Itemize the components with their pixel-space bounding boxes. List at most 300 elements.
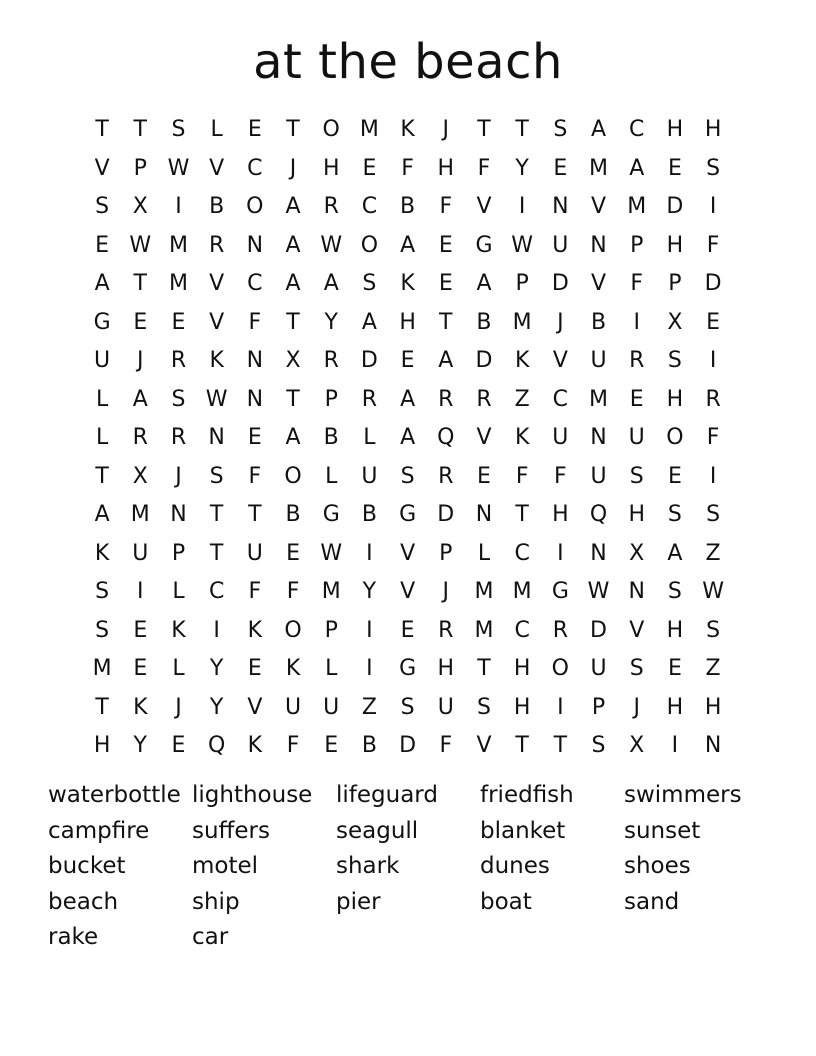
grid-cell: I <box>175 194 182 219</box>
grid-cell: Q <box>207 733 226 758</box>
grid-cell: J <box>442 579 450 604</box>
grid-cell: E <box>477 463 491 489</box>
grid-cell: S <box>400 694 415 720</box>
grid-cell: F <box>439 194 453 219</box>
grid-cell: E <box>706 309 721 335</box>
grid-cell: M <box>589 386 609 412</box>
grid-cell: Z <box>361 694 377 720</box>
grid-cell: J <box>557 309 564 335</box>
grid-cell: E <box>95 232 110 258</box>
grid-cell: D <box>590 617 607 643</box>
grid-cell: K <box>514 348 530 373</box>
word-list-item: car <box>192 924 229 950</box>
grid-cell: E <box>438 232 453 258</box>
word-list-item: swimmers <box>624 782 742 808</box>
grid-row <box>83 612 733 651</box>
grid-cell: R <box>438 617 454 643</box>
grid-cell: A <box>476 271 492 296</box>
grid-cell: R <box>629 348 645 373</box>
grid-cell: T <box>248 502 262 527</box>
grid-cell: N <box>552 194 569 219</box>
grid-cell: T <box>439 309 453 335</box>
grid-cell: S <box>667 348 682 373</box>
grid-cell: A <box>132 386 148 412</box>
grid-cell: N <box>590 425 607 450</box>
grid-cell: T <box>133 117 147 142</box>
grid-cell: K <box>400 117 415 142</box>
grid-cell: G <box>475 232 493 258</box>
grid-row <box>83 573 733 612</box>
word-list-item: boat <box>480 888 532 915</box>
grid-cell: O <box>322 117 340 142</box>
grid-cell: Q <box>437 425 455 450</box>
grid-cell: T <box>515 502 529 527</box>
grid-cell: X <box>667 309 683 335</box>
letter-grid <box>83 111 733 766</box>
grid-cell: K <box>171 617 186 643</box>
word-list-item: rake <box>48 924 99 950</box>
grid-cell: W <box>320 540 343 566</box>
grid-cell: Y <box>324 309 338 335</box>
grid-cell: S <box>171 117 186 142</box>
grid-cell: G <box>551 579 569 604</box>
word-list-item: seagull <box>336 817 419 844</box>
grid-cell: U <box>132 540 149 566</box>
grid-cell: J <box>442 117 450 142</box>
grid-cell: A <box>400 425 416 450</box>
word-list-item: sand <box>624 888 680 915</box>
grid-cell: S <box>362 271 377 296</box>
grid-cell: I <box>366 540 373 566</box>
grid-cell: P <box>668 271 682 296</box>
word-list-item: dunes <box>480 853 550 879</box>
grid-cell: U <box>361 463 378 489</box>
grid-cell: Q <box>589 502 608 527</box>
grid-cell: M <box>474 579 494 604</box>
grid-cell: C <box>208 579 225 604</box>
grid-row <box>83 227 733 266</box>
grid-row <box>83 419 733 458</box>
word-list-item: shark <box>336 853 400 879</box>
grid-cell: H <box>399 309 416 335</box>
grid-cell: M <box>512 309 532 335</box>
grid-cell: K <box>133 694 148 720</box>
word-list-item: pier <box>336 888 381 915</box>
grid-cell: E <box>400 617 415 643</box>
grid-cell: M <box>168 271 188 296</box>
grid-cell: I <box>137 579 144 604</box>
grid-cell: F <box>248 309 262 335</box>
grid-cell: A <box>323 271 339 296</box>
grid-cell: L <box>325 656 338 681</box>
grid-cell: R <box>705 386 721 412</box>
grid-cell: T <box>209 502 224 527</box>
grid-cell: K <box>209 348 224 373</box>
grid-cell: B <box>361 502 377 527</box>
grid-cell: L <box>325 463 338 489</box>
grid-cell: G <box>93 309 111 335</box>
grid-cell: C <box>552 386 569 412</box>
grid-cell: E <box>438 271 453 296</box>
grid-cell: T <box>286 309 300 335</box>
grid-cell: X <box>132 194 148 219</box>
grid-cell: L <box>95 425 109 450</box>
grid-cell: S <box>706 617 721 643</box>
grid-cell: M <box>474 617 494 643</box>
grid-cell: K <box>94 540 110 566</box>
grid-cell: S <box>209 463 224 489</box>
grid-cell: I <box>557 540 564 566</box>
grid-cell: H <box>437 155 455 181</box>
grid-cell: O <box>551 656 569 681</box>
grid-cell: D <box>437 502 455 527</box>
grid-cell: A <box>285 271 301 296</box>
grid-cell: T <box>286 386 300 412</box>
grid-cell: E <box>324 733 339 758</box>
grid-cell: X <box>629 733 645 758</box>
grid-cell: F <box>248 579 262 604</box>
grid-cell: T <box>95 694 109 720</box>
grid-cell: A <box>667 540 683 566</box>
grid-cell: T <box>515 117 529 142</box>
grid-cell: B <box>285 502 301 527</box>
grid-cell: R <box>438 386 454 412</box>
grid-cell: F <box>286 579 300 604</box>
grid-cell: B <box>323 425 339 450</box>
grid-cell: E <box>133 309 148 335</box>
grid-cell: L <box>172 656 185 681</box>
grid-cell: D <box>704 271 722 296</box>
grid-cell: S <box>95 194 110 219</box>
grid-cell: N <box>246 232 264 258</box>
grid-cell: G <box>322 502 340 527</box>
grid-cell: M <box>168 232 188 258</box>
grid-cell: V <box>476 733 492 758</box>
grid-cell: L <box>210 117 223 142</box>
grid-cell: P <box>591 694 606 720</box>
grid-cell: H <box>666 117 684 142</box>
grid-cell: U <box>246 540 263 566</box>
grid-cell: L <box>477 540 491 566</box>
grid-cell: B <box>590 309 607 335</box>
grid-cell: D <box>551 271 569 296</box>
grid-cell: E <box>553 155 568 181</box>
grid-cell: A <box>285 425 301 450</box>
grid-cell: H <box>437 656 455 681</box>
grid-cell: S <box>171 386 186 412</box>
grid-cell: U <box>552 425 569 450</box>
grid-cell: P <box>324 617 338 643</box>
grid-cell: L <box>363 425 376 450</box>
grid-cell: W <box>129 232 152 258</box>
grid-cell: O <box>284 463 302 489</box>
grid-cell: G <box>399 656 417 681</box>
grid-cell: R <box>361 386 378 412</box>
grid-cell: K <box>247 733 263 758</box>
grid-cell: W <box>702 579 724 604</box>
grid-cell: I <box>518 194 526 219</box>
grid-cell: W <box>320 232 343 258</box>
grid-cell: T <box>515 733 529 758</box>
word-list-item: motel <box>192 853 259 879</box>
grid-cell: F <box>706 232 720 258</box>
word-list-item: suffers <box>192 817 270 844</box>
grid-cell: R <box>170 348 187 373</box>
grid-cell: S <box>706 155 721 181</box>
grid-cell: M <box>321 579 341 604</box>
grid-cell: R <box>209 232 225 258</box>
grid-cell: H <box>666 617 684 643</box>
grid-row <box>83 727 733 766</box>
grid-cell: O <box>246 194 264 219</box>
grid-cell: X <box>285 348 301 373</box>
grid-cell: E <box>667 155 682 181</box>
grid-cell: U <box>590 348 607 373</box>
grid-cell: Y <box>209 694 224 720</box>
grid-cell: H <box>666 386 684 412</box>
grid-cell: B <box>476 309 492 335</box>
grid-cell: H <box>552 502 569 527</box>
grid-cell: X <box>629 540 645 566</box>
grid-cell: S <box>476 694 491 720</box>
grid-cell: S <box>95 579 110 604</box>
grid-cell: P <box>439 540 453 566</box>
grid-cell: L <box>172 579 185 604</box>
grid-cell: H <box>322 155 340 181</box>
grid-cell: B <box>400 194 416 219</box>
grid-cell: I <box>213 617 220 643</box>
grid-cell: I <box>366 617 373 643</box>
grid-cell: R <box>438 463 454 489</box>
grid-cell: C <box>629 117 645 142</box>
grid-cell: D <box>666 194 684 219</box>
grid-cell: H <box>93 733 111 758</box>
grid-cell: N <box>628 579 645 604</box>
word-list-item: campfire <box>48 817 150 844</box>
grid-cell: W <box>205 386 228 412</box>
grid-cell: R <box>552 617 568 643</box>
grid-cell: J <box>633 694 640 720</box>
grid-cell: I <box>366 656 373 681</box>
grid-cell: C <box>514 540 530 566</box>
grid-row <box>83 188 733 227</box>
grid-cell: R <box>476 386 492 412</box>
grid-cell: J <box>175 694 182 720</box>
grid-cell: T <box>477 117 491 142</box>
grid-cell: R <box>132 425 148 450</box>
grid-cell: K <box>247 617 263 643</box>
grid-row <box>83 458 733 497</box>
grid-cell: K <box>400 271 415 296</box>
grid-cell: I <box>633 309 640 335</box>
grid-cell: P <box>630 232 644 258</box>
word-list-item: waterbottle <box>48 782 181 808</box>
grid-cell: V <box>400 579 416 604</box>
grid-cell: Z <box>514 386 530 412</box>
grid-cell: N <box>208 425 225 450</box>
grid-cell: F <box>630 271 644 296</box>
grid-cell: V <box>591 271 607 296</box>
grid-cell: I <box>557 694 564 720</box>
grid-cell: T <box>209 540 224 566</box>
grid-cell: N <box>590 540 607 566</box>
grid-cell: M <box>92 656 112 681</box>
grid-cell: E <box>247 117 262 142</box>
word-list-item: ship <box>192 888 240 915</box>
grid-cell: N <box>170 502 187 527</box>
grid-row <box>83 150 733 189</box>
grid-cell: H <box>666 694 684 720</box>
grid-row <box>83 304 733 343</box>
grid-cell: E <box>629 386 644 412</box>
grid-cell: E <box>286 540 300 566</box>
grid-cell: A <box>285 232 301 258</box>
page-title: at the beach <box>253 34 563 90</box>
grid-cell: A <box>400 232 416 258</box>
word-list-item: sunset <box>624 817 701 844</box>
grid-cell: T <box>95 463 109 489</box>
grid-cell: I <box>709 194 717 219</box>
grid-cell: M <box>627 194 647 219</box>
grid-cell: C <box>361 194 378 219</box>
grid-cell: H <box>704 117 722 142</box>
grid-cell: V <box>476 425 492 450</box>
grid-cell: P <box>515 271 529 296</box>
grid-cell: E <box>133 617 148 643</box>
grid-cell: V <box>94 155 110 181</box>
grid-cell: T <box>553 733 568 758</box>
grid-cell: S <box>400 463 415 489</box>
grid-cell: E <box>667 463 682 489</box>
grid-cell: V <box>552 348 568 373</box>
grid-cell: E <box>171 309 186 335</box>
grid-cell: V <box>247 694 263 720</box>
grid-cell: U <box>94 348 111 373</box>
grid-row <box>83 535 733 574</box>
word-list-item: beach <box>48 888 119 915</box>
grid-cell: V <box>209 155 225 181</box>
grid-cell: A <box>285 194 301 219</box>
grid-cell: A <box>400 386 416 412</box>
grid-cell: C <box>514 617 530 643</box>
grid-cell: M <box>130 502 150 527</box>
grid-cell: W <box>587 579 610 604</box>
grid-cell: F <box>515 463 529 489</box>
grid-cell: B <box>209 194 225 219</box>
grid-cell: I <box>709 348 717 373</box>
grid-cell: K <box>285 656 301 681</box>
grid-cell: M <box>512 579 532 604</box>
grid-cell: T <box>95 117 109 142</box>
grid-cell: N <box>246 386 264 412</box>
grid-cell: N <box>246 348 264 373</box>
grid-cell: Y <box>362 579 377 604</box>
grid-cell: Y <box>209 656 224 681</box>
grid-cell: F <box>439 733 453 758</box>
grid-cell: U <box>437 694 454 720</box>
grid-cell: N <box>704 733 722 758</box>
grid-cell: N <box>590 232 607 258</box>
grid-cell: I <box>709 463 717 489</box>
grid-cell: W <box>167 155 190 181</box>
grid-cell: W <box>511 232 534 258</box>
grid-cell: O <box>284 617 302 643</box>
grid-cell: H <box>666 232 684 258</box>
grid-cell: R <box>170 425 187 450</box>
grid-cell: Y <box>133 733 147 758</box>
grid-cell: E <box>400 348 415 373</box>
grid-cell: Z <box>705 540 721 566</box>
word-list-item: bucket <box>48 853 126 879</box>
grid-row <box>83 265 733 304</box>
grid-cell: E <box>247 425 262 450</box>
grid-row <box>83 381 733 420</box>
grid-cell: M <box>359 117 379 142</box>
grid-cell: N <box>475 502 493 527</box>
grid-cell: K <box>514 425 530 450</box>
grid-cell: U <box>590 463 607 489</box>
grid-cell: G <box>399 502 417 527</box>
grid-cell: P <box>133 155 147 181</box>
word-list-item: lighthouse <box>192 782 313 808</box>
grid-cell: U <box>552 232 569 258</box>
grid-cell: E <box>362 155 377 181</box>
grid-cell: J <box>175 463 182 489</box>
grid-cell: D <box>360 348 378 373</box>
grid-cell: F <box>706 425 720 450</box>
grid-cell: T <box>477 656 491 681</box>
grid-cell: S <box>629 463 644 489</box>
grid-row <box>83 496 733 535</box>
grid-cell: R <box>323 194 339 219</box>
grid-cell: O <box>360 232 379 258</box>
grid-cell: T <box>133 271 147 296</box>
grid-cell: C <box>247 155 263 181</box>
grid-cell: V <box>209 271 225 296</box>
grid-cell: D <box>399 733 417 758</box>
word-list <box>48 778 788 956</box>
grid-cell: U <box>590 656 607 681</box>
grid-row <box>83 111 733 150</box>
grid-row <box>83 650 733 689</box>
grid-cell: F <box>248 463 262 489</box>
grid-cell: A <box>438 348 454 373</box>
word-list-item: shoes <box>624 853 691 879</box>
grid-cell: F <box>286 733 300 758</box>
grid-cell: S <box>706 502 721 527</box>
grid-cell: A <box>94 502 110 527</box>
grid-cell: F <box>401 155 414 181</box>
word-list-item: blanket <box>480 817 566 844</box>
grid-cell: S <box>629 656 644 681</box>
grid-cell: C <box>247 271 263 296</box>
grid-cell: H <box>628 502 645 527</box>
grid-cell: Z <box>705 656 721 681</box>
word-list-item: lifeguard <box>336 782 438 808</box>
grid-cell: E <box>171 733 186 758</box>
grid-row <box>83 689 733 728</box>
grid-cell: A <box>361 309 377 335</box>
word-list-item: friedfish <box>480 782 574 808</box>
grid-cell: H <box>513 694 531 720</box>
grid-cell: E <box>247 656 262 681</box>
grid-cell: V <box>209 309 225 335</box>
grid-cell: S <box>591 733 606 758</box>
grid-cell: E <box>667 656 682 681</box>
grid-cell: P <box>324 386 338 412</box>
grid-cell: U <box>323 694 340 720</box>
grid-cell: J <box>137 348 144 373</box>
